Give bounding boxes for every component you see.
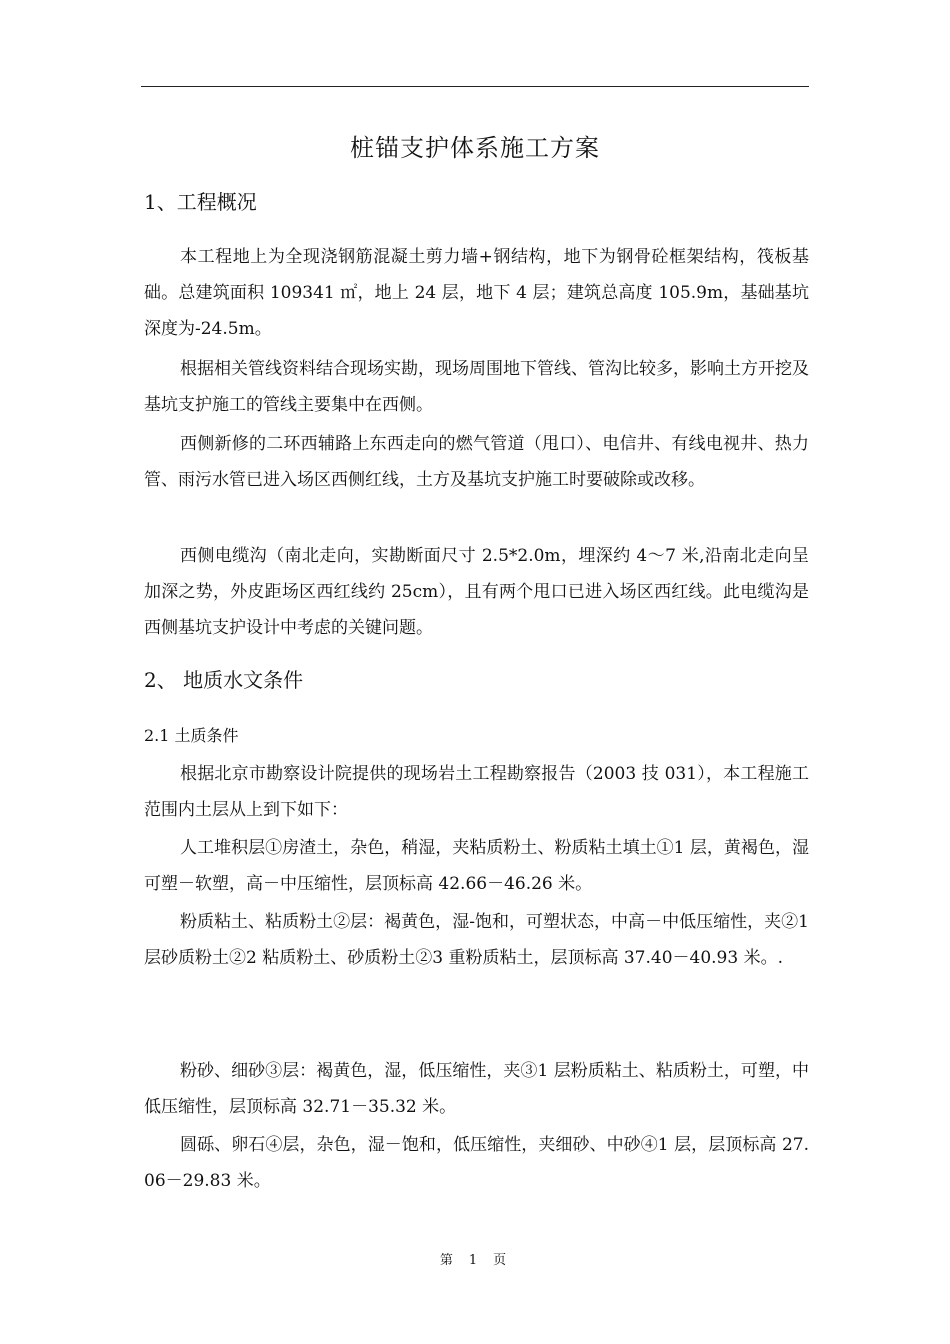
header-rule bbox=[141, 86, 809, 87]
paragraph-layer-1: 人工堆积层①房渣土，杂色，稍湿，夹粘质粉土、粉质粘土填土①1 层，黄褐色，湿可塑－软塑，高－中压缩性，层顶标高 42.66－46.26 米。 bbox=[144, 838, 809, 894]
paragraph-layer-2: 粉质粘土、粘质粉土②层：褐黄色，湿-饱和，可塑状态，中高－中低压缩性，夹②1 层砂质粉土②2 粘质粉土、砂质粉土②3 重粉质粘土，层顶标高 37.40－40.93 米。. bbox=[144, 912, 809, 968]
paragraph-west-pipelines: 西侧新修的二环西辅路上东西走向的燃气管道（甩口）、电信井、有线电视井、热力管、雨污水管已进入场区西侧红线，土方及基坑支护施工时要破除或改移。 bbox=[144, 434, 809, 490]
section-heading-2: 2、 地质水文条件 bbox=[144, 668, 304, 692]
paragraph-cable-trench: 西侧电缆沟（南北走向，实勘断面尺寸 2.5*2.0m，埋深约 4～7 米,沿南北走向呈加深之势，外皮距场区西红线约 25cm），且有两个甩口已进入场区西红线。此电缆沟是西侧基坑支护设计中考虑的关键问题。 bbox=[144, 546, 809, 638]
section-heading-1: 1、工程概况 bbox=[144, 190, 257, 214]
paragraph-project-overview: 本工程地上为全现浇钢筋混凝土剪力墙+钢结构，地下为钢骨砼框架结构，筏板基础。总建筑面积 109341 ㎡，地上 24 层，地下 4 层；建筑总高度 105.9m，基础基坑深度为-24.5m。 bbox=[144, 247, 809, 339]
paragraph-layer-4: 圆砾、卵石④层，杂色，湿－饱和，低压缩性，夹细砂、中砂④1 层，层顶标高 27.06－29.83 米。 bbox=[144, 1135, 809, 1191]
footer-prefix: 第 bbox=[439, 1253, 457, 1268]
paragraph-layer-3: 粉砂、细砂③层：褐黄色，湿，低压缩性，夹③1 层粉质粘土、粘质粉土，可塑，中低压缩性，层顶标高 32.71－35.32 米。 bbox=[144, 1061, 809, 1117]
paragraph-pipelines: 根据相关管线资料结合现场实勘，现场周围地下管线、管沟比较多，影响土方开挖及基坑支护施工的管线主要集中在西侧。 bbox=[144, 359, 809, 415]
footer-suffix: 页 bbox=[493, 1253, 511, 1268]
page-footer bbox=[0, 1249, 950, 1268]
document-title: 桩锚支护体系施工方案 bbox=[350, 134, 600, 162]
paragraph-survey-report: 根据北京市勘察设计院提供的现场岩土工程勘察报告（2003 技 031），本工程施工范围内土层从上到下如下： bbox=[144, 764, 809, 820]
page-number: 1 bbox=[468, 1253, 482, 1268]
subsection-heading-2-1: 2.1 土质条件 bbox=[144, 726, 239, 745]
